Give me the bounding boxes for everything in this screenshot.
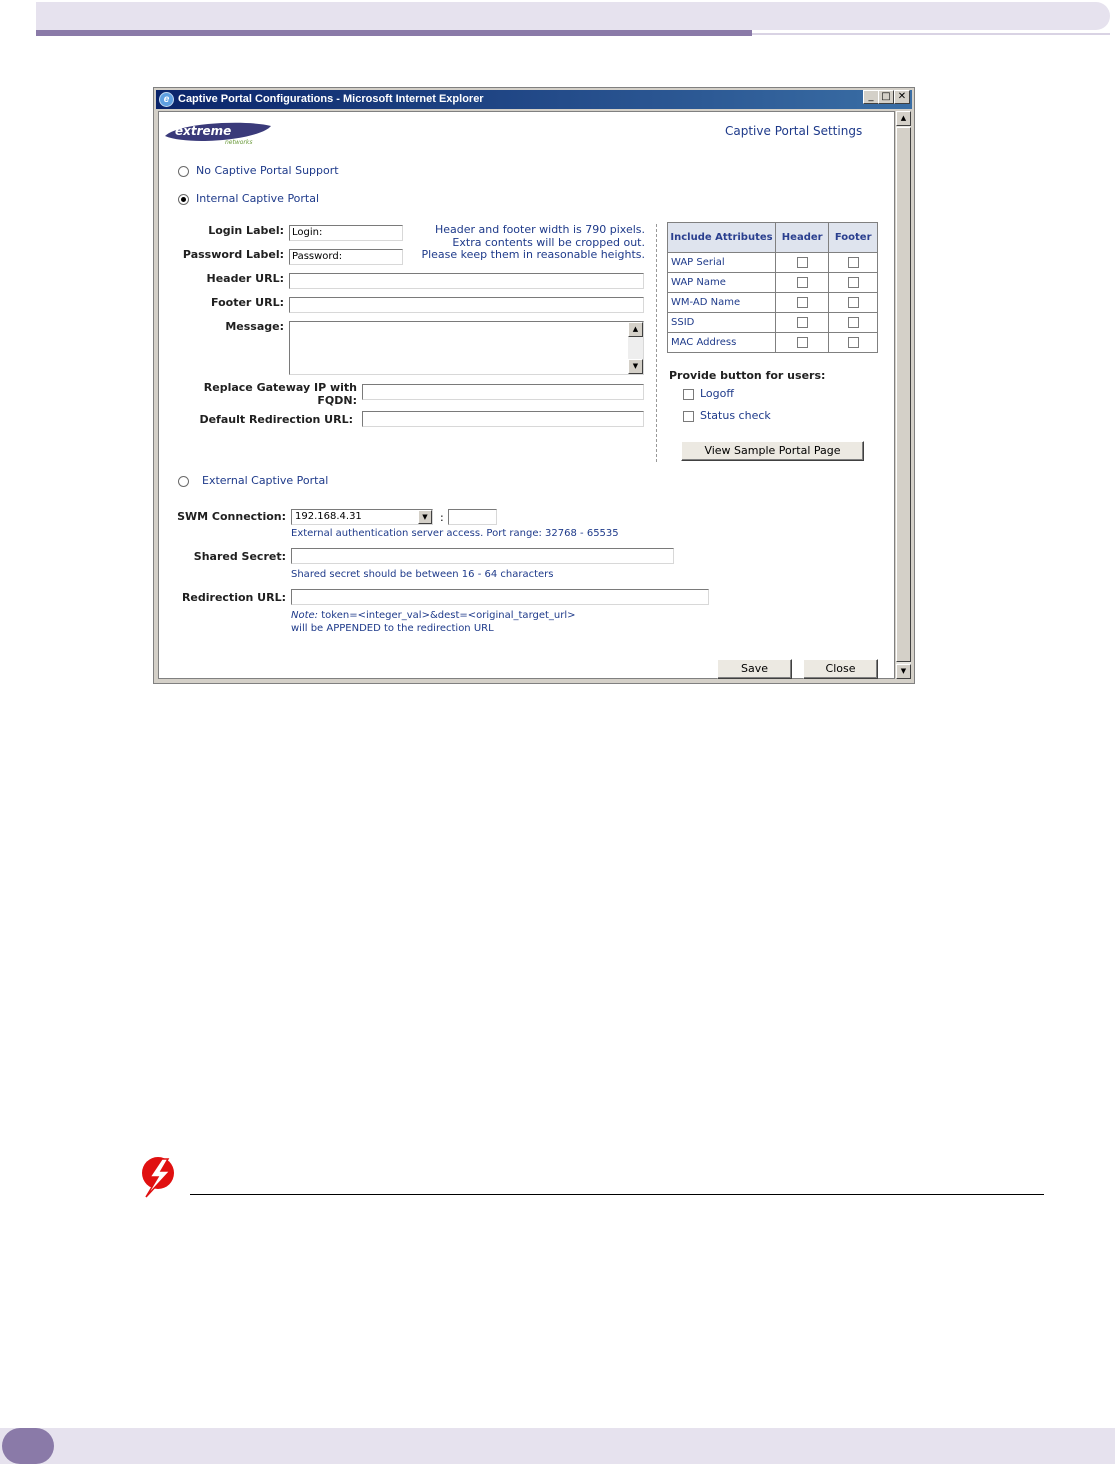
- external-captive-portal-radio[interactable]: [178, 476, 189, 487]
- save-button[interactable]: Save: [717, 659, 792, 679]
- status-check-checkbox[interactable]: [683, 411, 694, 422]
- internal-captive-portal-radio[interactable]: [178, 194, 189, 205]
- no-captive-portal-radio[interactable]: [178, 166, 189, 177]
- page-number-badge: [2, 1428, 54, 1464]
- redirection-note: Note: token=<integer_val>&dest=<original_target_url> will be APPENDED to the redirection URL: [291, 610, 576, 634]
- replace-gateway-label: Replace Gateway IP with FQDN:: [203, 381, 357, 407]
- attribute-label: WAP Name: [668, 273, 776, 293]
- internal-captive-portal-label: Internal Captive Portal: [196, 192, 320, 205]
- swm-connection-label: SWM Connection:: [177, 510, 286, 523]
- external-captive-portal-label: External Captive Portal: [202, 474, 329, 487]
- column-include-attributes: Include Attributes: [668, 223, 776, 253]
- attribute-label: SSID: [668, 313, 776, 333]
- footer-checkbox-wap-serial[interactable]: [848, 257, 859, 268]
- window-scrollbar[interactable]: [896, 111, 911, 679]
- header-checkbox-mac-address[interactable]: [797, 337, 808, 348]
- header-checkbox-wm-ad-name[interactable]: [797, 297, 808, 308]
- window-titlebar[interactable]: [156, 90, 912, 109]
- page-title: Captive Portal Settings: [725, 124, 863, 138]
- scroll-up-icon[interactable]: ▲: [896, 111, 911, 126]
- attribute-label: WM-AD Name: [668, 293, 776, 313]
- login-label-label: Login Label:: [208, 224, 284, 237]
- header-checkbox-ssid[interactable]: [797, 317, 808, 328]
- page-content: [158, 111, 895, 679]
- table-row: [668, 253, 878, 273]
- password-label-field[interactable]: Password:: [289, 249, 403, 265]
- port-separator: :: [440, 511, 444, 524]
- maximize-button[interactable]: □: [878, 90, 894, 104]
- header-footer-note: Header and footer width is 790 pixels. Extra contents will be cropped out. Please keep them in reasonable heights.: [421, 223, 645, 261]
- page-header-band: [36, 2, 1110, 30]
- page-header-rule-thin: [752, 33, 1110, 35]
- no-captive-portal-label: No Captive Portal Support: [196, 164, 339, 177]
- default-redirection-label: Default Redirection URL:: [199, 413, 353, 426]
- replace-gateway-field[interactable]: [362, 384, 644, 400]
- header-checkbox-wap-name[interactable]: [797, 277, 808, 288]
- redirection-url-field[interactable]: [291, 589, 709, 605]
- svg-text:extreme: extreme: [175, 124, 232, 138]
- extreme-networks-logo: [159, 120, 277, 146]
- chevron-down-icon[interactable]: ▼: [418, 510, 432, 524]
- message-textarea[interactable]: [289, 321, 644, 375]
- login-label-field[interactable]: Login:: [289, 225, 403, 241]
- table-row: [668, 313, 878, 333]
- header-url-label: Header URL:: [206, 272, 284, 285]
- shared-secret-hint: Shared secret should be between 16 - 64 characters: [291, 569, 554, 580]
- shared-secret-field[interactable]: [291, 548, 674, 564]
- swm-port-field[interactable]: [448, 509, 497, 525]
- status-check-label: Status check: [700, 409, 771, 422]
- column-divider: [656, 224, 657, 462]
- table-row: [668, 273, 878, 293]
- header-url-field[interactable]: [289, 273, 644, 289]
- logoff-checkbox[interactable]: [683, 389, 694, 400]
- footer-checkbox-wap-name[interactable]: [848, 277, 859, 288]
- attribute-label: WAP Serial: [668, 253, 776, 273]
- provide-buttons-title: Provide button for users:: [669, 369, 826, 382]
- header-checkbox-wap-serial[interactable]: [797, 257, 808, 268]
- view-sample-portal-button[interactable]: View Sample Portal Page: [681, 441, 864, 461]
- page-header-rule: [36, 30, 752, 36]
- close-window-button[interactable]: ✕: [894, 90, 910, 104]
- footer-checkbox-ssid[interactable]: [848, 317, 859, 328]
- footer-url-field[interactable]: [289, 297, 644, 313]
- logoff-label: Logoff: [700, 387, 734, 400]
- page-footer-band: [0, 1428, 1115, 1464]
- password-label-label: Password Label:: [182, 248, 284, 261]
- window-title: Captive Portal Configurations - Microsoft Internet Explorer: [178, 93, 484, 105]
- warning-lightning-icon: [136, 1153, 182, 1199]
- include-attributes-table: [667, 222, 878, 353]
- message-scrollbar[interactable]: [628, 322, 643, 374]
- column-header: Header: [776, 223, 829, 253]
- column-footer: Footer: [829, 223, 878, 253]
- scroll-up-icon[interactable]: ▲: [628, 322, 643, 337]
- internet-explorer-icon: e: [159, 92, 174, 107]
- browser-window: [153, 87, 915, 684]
- close-button[interactable]: Close: [803, 659, 878, 679]
- redirection-url-label: Redirection URL:: [181, 591, 286, 604]
- swm-connection-value: 192.168.4.31: [295, 511, 362, 522]
- scroll-down-icon[interactable]: ▼: [628, 359, 643, 374]
- scrollbar-thumb[interactable]: [896, 127, 911, 662]
- svg-text:networks: networks: [225, 139, 253, 146]
- swm-connection-hint: External authentication server access. Port range: 32768 - 65535: [291, 528, 619, 539]
- shared-secret-label: Shared Secret:: [193, 550, 286, 563]
- scroll-down-icon[interactable]: ▼: [896, 664, 911, 679]
- default-redirection-field[interactable]: [362, 411, 644, 427]
- table-row: [668, 333, 878, 353]
- message-label: Message:: [225, 320, 284, 333]
- minimize-button[interactable]: _: [863, 90, 879, 104]
- footer-url-label: Footer URL:: [211, 296, 284, 309]
- warning-divider: [190, 1194, 1044, 1195]
- footer-checkbox-mac-address[interactable]: [848, 337, 859, 348]
- footer-checkbox-wm-ad-name[interactable]: [848, 297, 859, 308]
- swm-connection-select[interactable]: [291, 509, 433, 525]
- table-row: [668, 293, 878, 313]
- attribute-label: MAC Address: [668, 333, 776, 353]
